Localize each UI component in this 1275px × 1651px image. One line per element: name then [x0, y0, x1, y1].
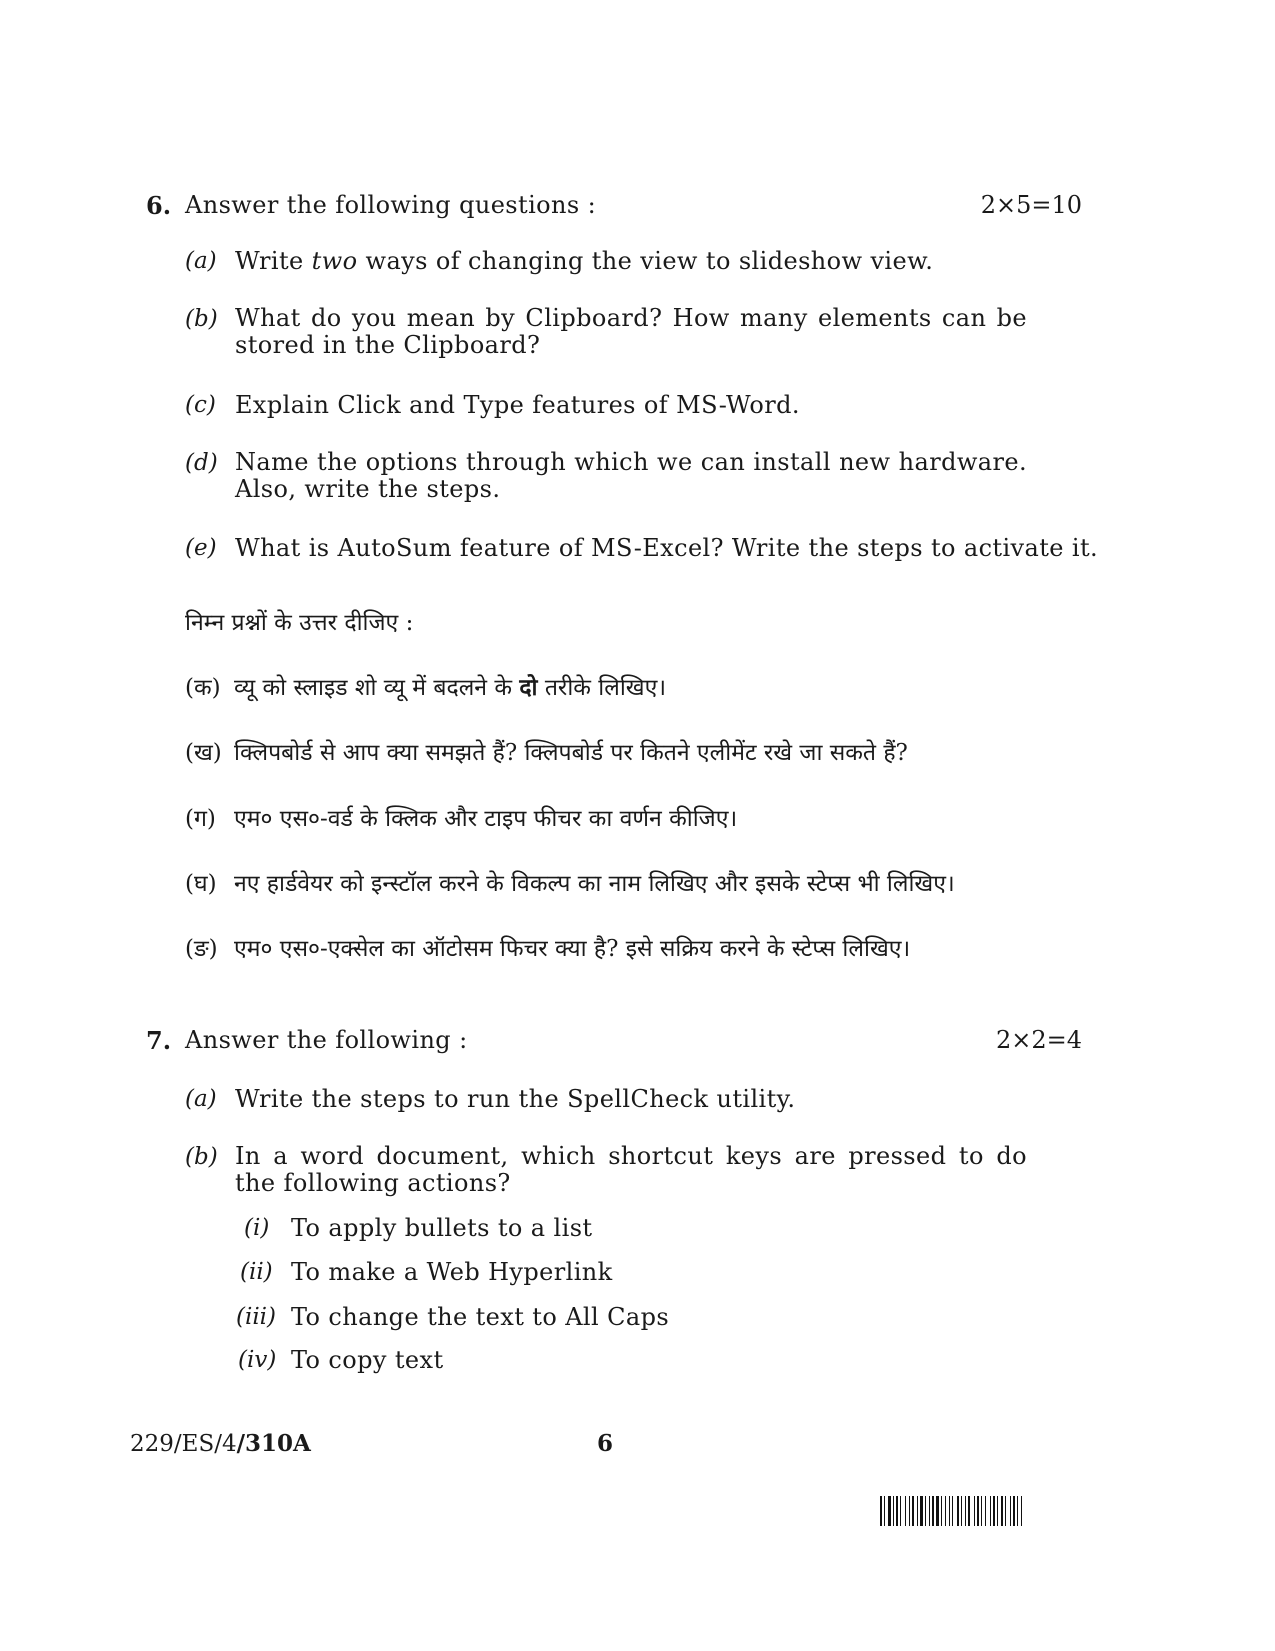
paper-code: 229/ES/4/310A — [130, 1430, 311, 1457]
q6-hindi-part-kha-text: क्लिपबोर्ड से आप क्या समझते हैं? क्लिपबोर्ड पर कितने एलीमेंट रखे जा सकते हैं? — [234, 740, 908, 766]
q6-part-d-text: Name the options through which we can install new hardware. Also, write the steps. — [235, 448, 1027, 503]
barcode-bar — [941, 1496, 942, 1526]
q6-hindi-part-gha-text: नए हार्डवेयर को इन्स्टॉल करने के विकल्प का नाम लिखिए और इसके स्टेप्स भी लिखिए। — [234, 871, 955, 897]
barcode-bar — [974, 1496, 975, 1526]
barcode-bar — [925, 1496, 926, 1526]
question-7-marks: 2×2=4 — [995, 1026, 1082, 1054]
barcode-bar — [990, 1496, 991, 1526]
q6-hindi-part-ga-label: (ग) — [185, 806, 216, 832]
q6-hindi-part-nga-label: (ङ) — [185, 936, 218, 962]
q6-hindi-part-ka-label: (क) — [185, 675, 221, 701]
barcode-bar — [965, 1496, 966, 1526]
barcode-bar — [961, 1496, 962, 1526]
barcode-bar — [985, 1496, 986, 1526]
q7-part-b-text: In a word document, which shortcut keys are pressed to do the following actions? — [235, 1142, 1027, 1197]
barcode-bar — [909, 1496, 910, 1526]
question-7-prompt: Answer the following : — [185, 1026, 468, 1054]
barcode-bar — [997, 1496, 998, 1526]
barcode-bar — [949, 1496, 950, 1526]
question-7-number: 7. — [146, 1026, 172, 1055]
q7-subpart-iii-label: (iii) — [236, 1304, 277, 1330]
barcode-bar — [1017, 1496, 1018, 1526]
barcode-bar — [893, 1496, 894, 1526]
barcode-bar — [981, 1496, 982, 1526]
barcode-bar — [968, 1496, 970, 1526]
q6-hindi-part-nga-text: एम० एस०-एक्सेल का ऑटोसम फिचर क्या है? इसे सक्रिय करने के स्टेप्स लिखिए। — [234, 936, 911, 962]
q7-part-b-label: (b) — [185, 1144, 218, 1170]
q6-hindi-part-kha-label: (ख) — [185, 740, 222, 766]
q6-part-e-label: (e) — [185, 535, 217, 561]
barcode-bar — [920, 1496, 923, 1526]
barcode-bar — [932, 1496, 934, 1526]
barcode-bar — [900, 1496, 901, 1526]
barcode-bar — [957, 1496, 959, 1526]
q7-subpart-i-label: (i) — [244, 1215, 270, 1241]
barcode — [880, 1496, 1135, 1526]
question-6-number: 6. — [146, 191, 172, 220]
barcode-bar — [1005, 1496, 1006, 1526]
barcode-bar — [880, 1496, 882, 1526]
barcode-bar — [993, 1496, 995, 1526]
barcode-bar — [917, 1496, 918, 1526]
barcode-bar — [905, 1496, 906, 1526]
page-number: 6 — [597, 1430, 614, 1457]
q6-part-c-text: Explain Click and Type features of MS-Word. — [235, 391, 800, 419]
barcode-bar — [1001, 1496, 1003, 1526]
q7-subpart-iii-text: To change the text to All Caps — [291, 1303, 670, 1331]
barcode-bar — [929, 1496, 930, 1526]
barcode-bar — [912, 1496, 914, 1526]
q7-subpart-iv-label: (iv) — [238, 1347, 277, 1373]
q6-part-d-label: (d) — [185, 450, 218, 476]
q6-part-b-text: What do you mean by Clipboard? How many elements can be stored in the Clipboard? — [235, 304, 1027, 359]
barcode-bar — [936, 1496, 939, 1526]
barcode-bar — [896, 1496, 898, 1526]
q6-hindi-part-gha-label: (घ) — [185, 871, 217, 897]
q6-part-e-text: What is AutoSum feature of MS-Excel? Write the steps to activate it. — [235, 534, 1099, 562]
q6-hindi-part-ka-text: व्यू को स्लाइड शो व्यू में बदलने के दो तरीके लिखिए। — [234, 674, 667, 701]
q7-subpart-ii-text: To make a Web Hyperlink — [291, 1258, 613, 1286]
q7-subpart-i-text: To apply bullets to a list — [291, 1214, 593, 1242]
barcode-bar — [884, 1496, 885, 1526]
q7-part-a-label: (a) — [185, 1086, 217, 1112]
q7-part-a-text: Write the steps to run the SpellCheck utility. — [235, 1085, 796, 1113]
barcode-bar — [945, 1496, 946, 1526]
question-6-marks: 2×5=10 — [980, 191, 1082, 219]
barcode-bar — [1010, 1496, 1011, 1526]
barcode-bar — [1021, 1496, 1022, 1526]
barcode-bar — [952, 1496, 953, 1526]
q6-part-a-label: (a) — [185, 248, 217, 274]
q6-hindi-part-ga-text: एम० एस०-वर्ड के क्लिक और टाइप फीचर का वर्णन कीजिए। — [234, 806, 738, 832]
q6-part-c-label: (c) — [185, 392, 216, 418]
barcode-bar — [977, 1496, 979, 1526]
q6-hindi-prompt: निम्न प्रश्नों के उत्तर दीजिए : — [185, 610, 414, 636]
barcode-bar — [1013, 1496, 1015, 1526]
q6-part-b-label: (b) — [185, 306, 218, 332]
question-6-prompt: Answer the following questions : — [185, 191, 597, 219]
barcode-bar — [888, 1496, 891, 1526]
q7-subpart-ii-label: (ii) — [240, 1259, 273, 1285]
q6-part-a-text: Write two ways of changing the view to slideshow view. — [235, 247, 934, 275]
q7-subpart-iv-text: To copy text — [291, 1346, 444, 1374]
